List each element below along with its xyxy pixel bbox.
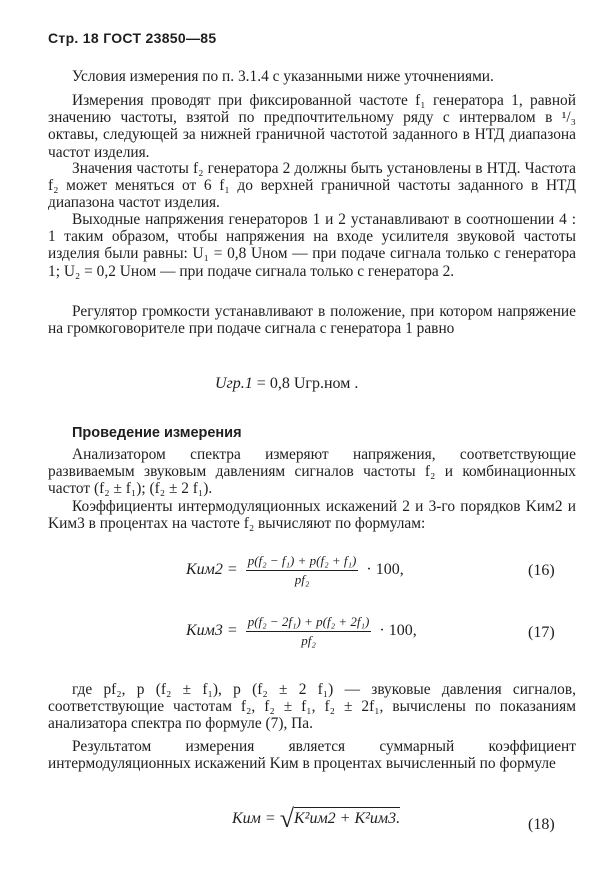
formula-17 <box>186 614 417 649</box>
paragraph-conditions: Условия измерения по п. 3.1.4 с указанными ниже уточнениями. <box>72 68 494 85</box>
formula-16-lhs: Kим2 = <box>186 561 238 579</box>
page-header <box>48 30 216 46</box>
equation-number-16: (16) <box>528 562 555 579</box>
formula-17-lhs: Kим3 = <box>186 622 238 640</box>
formula-16-fraction <box>246 553 359 588</box>
standard-code: ГОСТ 23850—85 <box>103 30 217 46</box>
formula-18-lhs: Kим = <box>232 810 276 827</box>
square-root-icon: √ <box>279 804 294 833</box>
formula-17-tail: · 100, <box>379 622 417 640</box>
section-heading: Проведение измерения <box>72 425 242 441</box>
formula-16 <box>186 553 404 588</box>
paragraph-coefficients: Коэффициенты интермодуляционных искажений 2 и 3-го порядков Kим2 и Kим3 в процентах на частоте f₂ вычисляют по формулам: <box>48 498 576 533</box>
paragraph-frequency-f2: Значения частоты f₂ генератора 2 должны быть установлены в НТД. Частота f₂ может меняться от 6 f₁ до верхней граничной частоты заданного в НТД диапазона частот изделия. <box>48 160 576 212</box>
equation-number-17: (17) <box>528 624 555 641</box>
paragraph-spectrum-analyzer: Анализатором спектра измеряют напряжения, соответствующие развиваемым звуковым давлениям сигналов частоты f₂ и комбинационных частот (f₂ ± f₁); (f₂ ± 2 f₁). <box>48 446 576 498</box>
paragraph-fixed-frequency: Измерения проводят при фиксированной частоте f₁ генератора 1, равной значению частоты, взятой по предпочтительному ряду с интервалом в ¹/₃ октавы, следующей за нижней граничной частотой заданного в НТД диапазона частот изделия. <box>48 92 576 161</box>
formula-18-radicand: K²им2 + K²им3. <box>294 807 400 828</box>
formula-ugr <box>215 375 358 393</box>
paragraph-volume-control: Регулятор громкости устанавливают в положение, при котором напряжение на громкоговорителе при подаче сигнала с генератора 1 равно <box>48 303 576 338</box>
paragraph-output-voltages: Выходные напряжения генераторов 1 и 2 устанавливают в соотношении 4 : 1 таким образом, чтобы напряжения на входе усилителя звуковой частоты изделия были равны: U₁ = 0,8 Uном — при подаче сигнала только с генератора 1; U₂ = 0,2 Uном — при подаче сигнала только с генератора 2. <box>48 211 576 280</box>
formula-16-numerator: p(f₂ − f₁) + p(f₂ + f₁) <box>246 553 359 571</box>
formula-16-tail: · 100, <box>366 561 404 579</box>
formula-18 <box>232 806 400 832</box>
formula-17-fraction <box>246 614 372 649</box>
formula-16-denominator: pf₂ <box>294 572 310 587</box>
paragraph-sound-pressures: где pf₂, p (f₂ ± f₁), p (f₂ ± 2 f₁) — звуковые давления сигналов, соответствующие частотам f₂, f₂ ± f₁, f₂ ± 2f₁, вычислены по показаниям анализатора спектра по формуле (7), Па. <box>48 681 576 733</box>
formula-17-denominator: pf₂ <box>301 633 316 648</box>
formula-17-numerator: p(f₂ − 2f₁) + p(f₂ + 2f₁) <box>246 614 372 632</box>
paragraph-result: Результатом измерения является суммарный коэффициент интермодуляционных искажений Kим в процентах вычисленный по формуле <box>48 738 576 773</box>
page-number: Стр. 18 <box>48 30 99 46</box>
equation-number-18: (18) <box>528 816 555 833</box>
formula-ugr-lhs: Uгр.1 <box>215 375 253 392</box>
formula-ugr-rhs: = 0,8 Uгр.ном . <box>256 375 359 392</box>
